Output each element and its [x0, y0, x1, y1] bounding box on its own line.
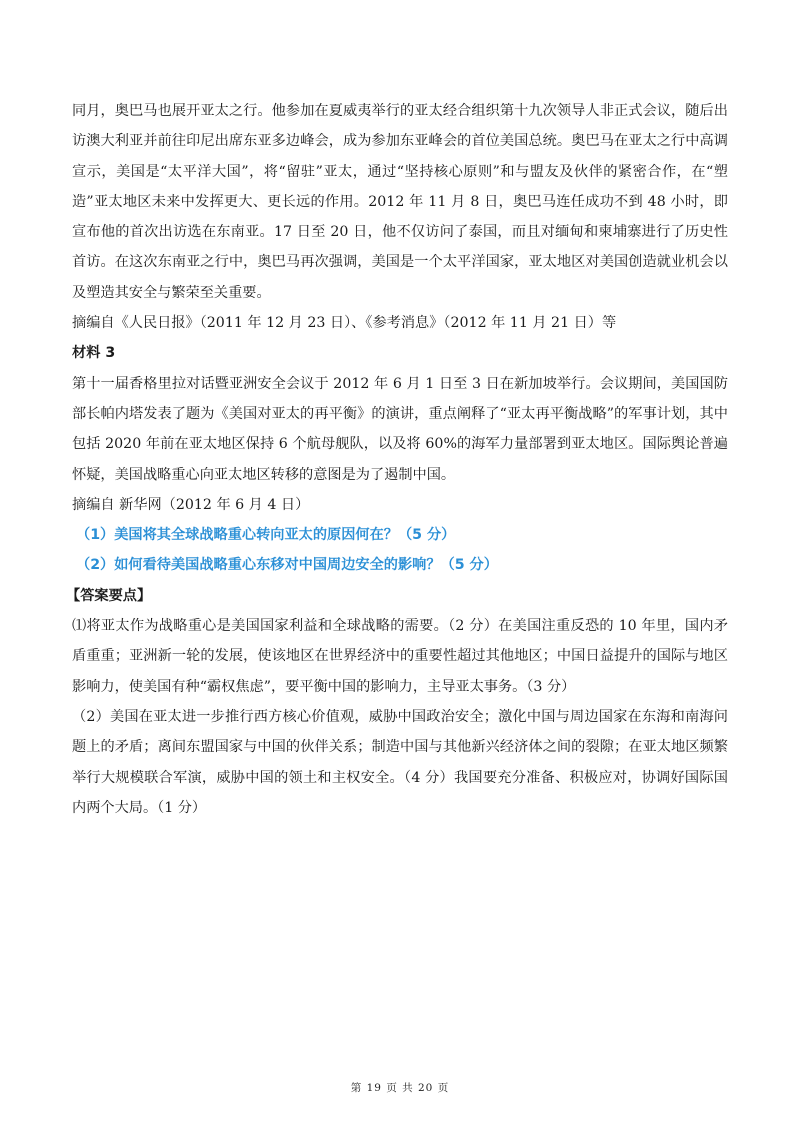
material2-continued-paragraph: 同月，奥巴马也展开亚太之行。他参加在夏威夷举行的亚太经合组织第十九次领导人非正式会议，随后出访澳大利亚并前往印尼出席东亚多边峰会，成为参加东亚峰会的首位美国总统。奥巴马在亚太之行中高调宣示，美国是“太平洋大国”，将“留驻”亚太，通过“坚持核心原则”和与盟友及伙伴的紧密合作，在“塑造”亚太地区未来中发挥更大、更长远的作用。2012 年 11 月 8 日，奥巴马连任成功不到 48 小时，即宣布他的首次出访选在东南亚。17 日至 20 日，他不仅访问了泰国，而且对缅甸和柬埔寨进行了历史性首访。在这次东南亚之行中，奥巴马再次强调，美国是一个太平洋国家，亚太地区对美国创造就业机会以及塑造其安全与繁荣至关重要。 — [72, 103, 728, 301]
page-footer: 第 19 页 共 20 页 — [350, 1082, 450, 1094]
material3-source: 摘编自 新华网（2012 年 6 月 4 日） — [72, 496, 310, 513]
answer-2-paragraph: （2）美国在亚太进一步推行西方核心价值观，威胁中国政治安全；激化中国与周边国家在东海和南海问题上的矛盾；离间东盟国家与中国的伙伴关系；制造中国与其他新兴经济体之间的裂隙；在亚太地区频繁举行大规模联合军演，威胁中国的领土和主权安全。（4 分）我国要充分准备、积极应对，协调好国际国内两个大局。（1 分） — [72, 708, 728, 816]
question-1: （1）美国将其全球战略重心转向亚太的原因何在？（5 分） — [76, 527, 456, 544]
question-2: （2）如何看待美国战略重心东移对中国周边安全的影响？（5 分） — [76, 557, 498, 574]
material3-heading: 材料 3 — [72, 345, 116, 362]
answer-heading: 【答案要点】 — [66, 587, 152, 604]
material2-source: 摘编自《人民日报》（2011 年 12 月 23 日）、《参考消息》（2012 年 11 月 21 日）等 — [72, 315, 617, 332]
document-body — [66, 96, 728, 823]
answer-1-paragraph: ⑴将亚太作为战略重心是美国国家利益和全球战略的需要。（2 分）在美国注重反恐的 10 年里，国内矛盾重重；亚洲新一轮的发展，使该地区在世界经济中的重要性超过其他地区；中国日益提升的国际与地区影响力，使美国有种“霸权焦虑”，要平衡中国的影响力，主导亚太事务。（3 分） — [72, 618, 728, 695]
material3-paragraph: 第十一届香格里拉对话暨亚洲安全会议于 2012 年 6 月 1 日至 3 日在新加坡举行。会议期间，美国国防部长帕内塔发表了题为《美国对亚太的再平衡》的演讲，重点阐释了“亚太再平衡战略”的军事计划，其中包括 2020 年前在亚太地区保持 6 个航母舰队，以及将 60%的海军力量部署到亚太地区。国际舆论普遍怀疑，美国战略重心向亚太地区转移的意图是为了遏制中国。 — [72, 375, 728, 483]
